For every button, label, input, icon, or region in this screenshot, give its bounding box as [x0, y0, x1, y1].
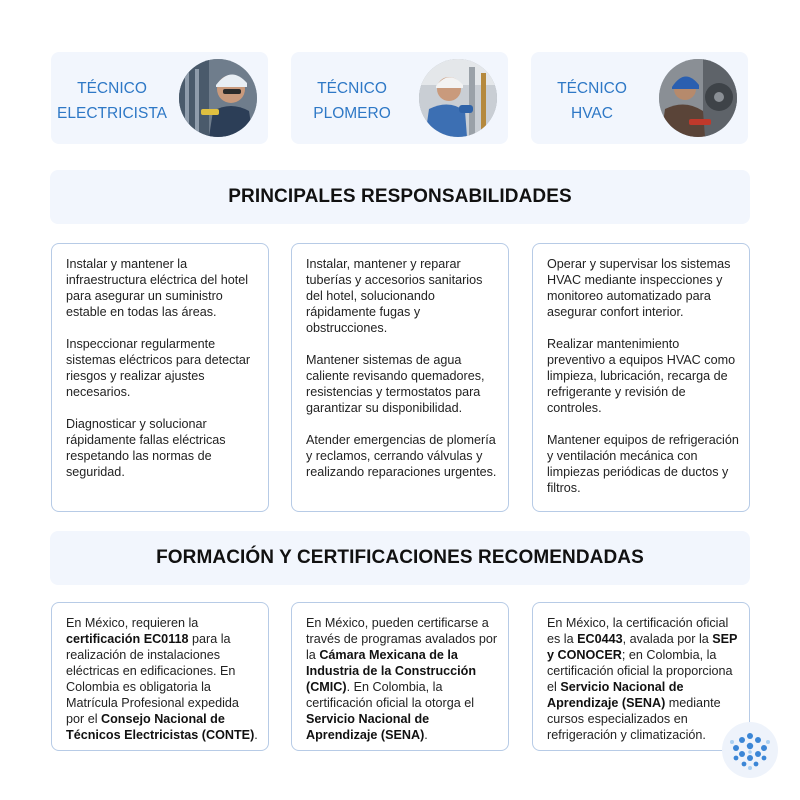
highlighted-term: Servicio Nacional de Aprendizaje (SENA): [306, 712, 430, 742]
text-segment: mediante cursos especializados en refrigeración y climatización.: [547, 696, 721, 742]
role-card-hvac: [531, 52, 748, 144]
section-title: FORMACIÓN Y CERTIFICACIONES RECOMENDADAS: [156, 547, 644, 568]
electrician-photo: [179, 59, 257, 137]
role-title-line2: HVAC: [571, 105, 613, 122]
section-title: PRINCIPALES RESPONSABILIDADES: [228, 186, 572, 207]
role-title-line1: TÉCNICO: [317, 80, 387, 97]
certifications-card-hvac: [532, 602, 750, 751]
text-segment: .: [424, 728, 428, 742]
responsibility-item: Realizar mantenimiento preventivo a equipos HVAC como limpieza, lubricación, recarga de refrigerante y revisión de controles.: [547, 337, 736, 415]
responsibility-item: Instalar y mantener la infraestructura eléctrica del hotel para asegurar un suministro estable en todas las áreas.: [66, 257, 249, 319]
responsibility-item: Inspeccionar regularmente sistemas eléctricos para detectar riesgos y realizar ajustes necesarios.: [66, 337, 251, 399]
role-title: [291, 76, 413, 126]
role-title-line2: ELECTRICISTA: [57, 105, 167, 122]
role-title: [51, 76, 173, 126]
text-segment: , avalada por la: [622, 632, 713, 646]
highlighted-term: EC0443: [577, 632, 623, 646]
role-title-line2: PLOMERO: [313, 105, 391, 122]
responsibilities-card-electrician: [51, 243, 269, 512]
responsibility-item: Instalar, mantener y reparar tuberías y accesorios sanitarios del hotel, solucionando rápidamente fugas y obstrucciones.: [306, 257, 483, 335]
certification-text: [306, 615, 498, 743]
responsibilities-header: [50, 170, 750, 224]
highlighted-term: Servicio Nacional de Aprendizaje (SENA): [547, 680, 684, 710]
certification-text: [66, 615, 258, 743]
certifications-card-plumber: [291, 602, 509, 751]
highlighted-term: Cámara Mexicana de la Industria de la Construcción (CMIC): [306, 648, 477, 694]
responsibilities-card-hvac: [532, 243, 750, 512]
highlighted-term: Consejo Nacional de Técnicos Electricistas (CONTE): [66, 712, 255, 742]
role-title: [531, 76, 653, 126]
responsibility-item: Diagnosticar y solucionar rápidamente fallas eléctricas respetando las normas de seguridad.: [66, 417, 226, 479]
responsibility-item: Mantener sistemas de agua caliente revisando quemadores, resistencias y termostatos para garantizar su disponibilidad.: [306, 353, 485, 415]
highlighted-term: SEP y CONOCER: [547, 632, 738, 662]
certification-text: [547, 615, 739, 743]
text-segment: para la realización de instalaciones eléctricas en edificaciones. En Colombia es obligatoria la Matrícula Profesional expedida por el: [66, 632, 239, 726]
certifications-header: [50, 531, 750, 585]
responsibility-item: Operar y supervisar los sistemas HVAC mediante inspecciones y monitoreo automatizado para asegurar confort interior.: [547, 257, 731, 319]
responsibilities-card-plumber: [291, 243, 509, 512]
highlighted-term: certificación EC0118: [66, 632, 189, 646]
text-segment: . En Colombia, la certificación oficial la otorga el: [306, 680, 474, 710]
plumber-photo: [419, 59, 497, 137]
brand-logo-icon: [722, 722, 778, 778]
text-segment: En México, requieren la: [66, 616, 199, 630]
responsibility-item: Atender emergencias de plomería y reclamos, cerrando válvulas y realizando reparaciones urgentes.: [306, 433, 497, 479]
role-card-plumber: [291, 52, 508, 144]
role-title-line1: TÉCNICO: [557, 80, 627, 97]
role-card-electrician: [51, 52, 268, 144]
text-segment: .: [254, 728, 258, 742]
certifications-card-electrician: [51, 602, 269, 751]
text-segment: En México, pueden certificarse a través de programas avalados por la: [306, 616, 498, 662]
hvac-photo: [659, 59, 737, 137]
text-segment: ; en Colombia, la certificación oficial la proporciona el: [547, 648, 733, 694]
text-segment: En México, la certificación oficial es la: [547, 616, 729, 646]
responsibility-item: Mantener equipos de refrigeración y ventilación mecánica con limpiezas periódicas de ductos y filtros.: [547, 433, 739, 495]
role-title-line1: TÉCNICO: [77, 80, 147, 97]
